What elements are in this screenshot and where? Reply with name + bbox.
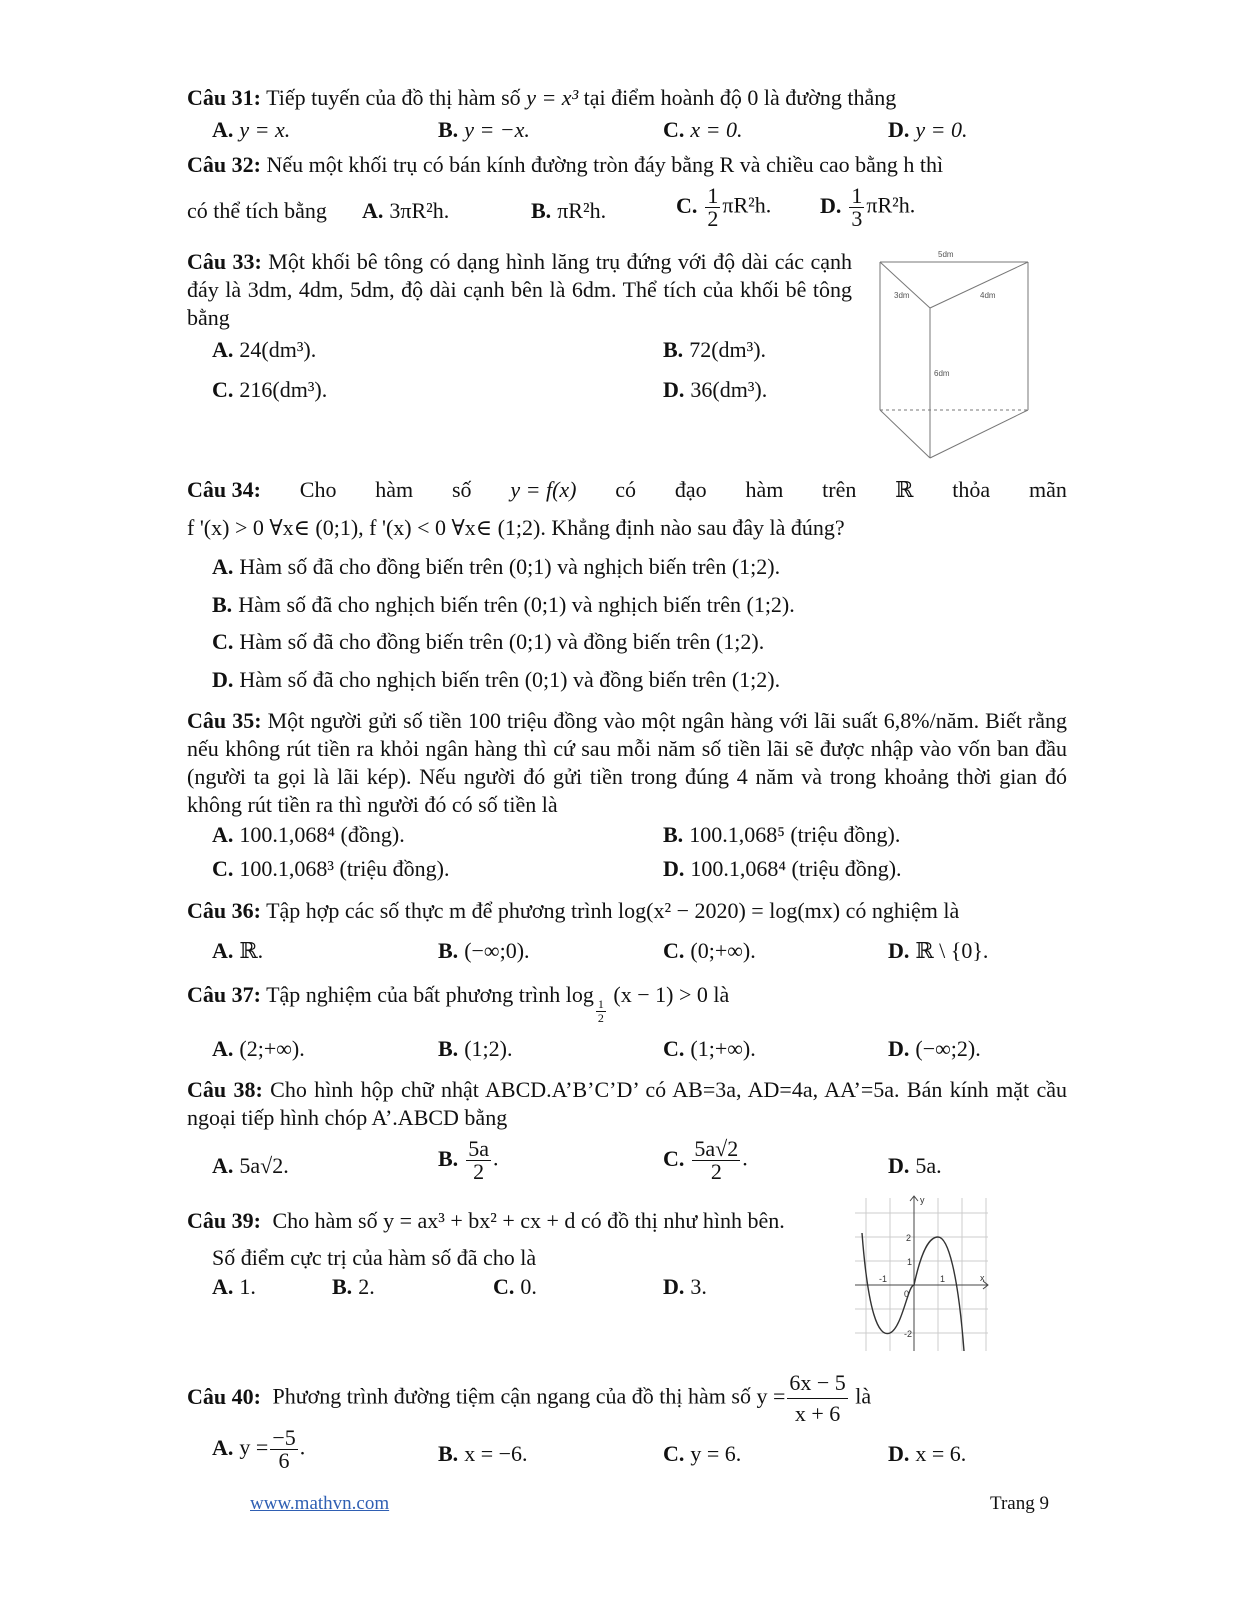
footer-link[interactable]: www.mathvn.com: [250, 1493, 390, 1514]
q32-label: Câu 32:: [187, 152, 261, 177]
option-a: A. y = x.: [212, 117, 291, 142]
option-c: C. $\frac{1}{2}$ πR²h.: [676, 183, 772, 231]
q39-line1: Cho hàm số y = ax³ + bx² + cx + d có đồ thị như hình bên.: [272, 1208, 785, 1233]
option-a: A. 24(dm³).: [212, 337, 317, 362]
q36-label: Câu 36:: [187, 898, 261, 923]
svg-text:-2: -2: [904, 1329, 913, 1339]
svg-text:-1: -1: [879, 1274, 888, 1284]
q39-line2: Số điểm cực trị của hàm số đã cho là: [212, 1245, 537, 1270]
option-b: B. (−∞;0).: [438, 938, 530, 963]
question-35: [187, 707, 1067, 819]
svg-text:x: x: [980, 1273, 985, 1283]
q37-label: Câu 37:: [187, 982, 261, 1007]
question-38: [187, 1076, 1067, 1132]
q40-options: [0, 1427, 1237, 1483]
option-d: D. 100.1,068⁴ (triệu đồng).: [663, 856, 902, 881]
q37-options: [0, 1035, 1237, 1075]
question-32: [187, 151, 1067, 179]
option-a: A. ℝ.: [212, 938, 264, 963]
option-a: A. 1.: [212, 1274, 256, 1299]
q32-line2: có thể tích bằng: [187, 198, 327, 223]
option-c: C. x = 0.: [663, 117, 743, 142]
option-d: D. Hàm số đã cho nghịch biến trên (0;1) và đồng biến trên (1;2).: [212, 667, 781, 692]
option-a: A. 100.1,068⁴ (đồng).: [212, 822, 405, 847]
option-c: C. 0.: [493, 1274, 537, 1299]
option-a: A. 3πR²h.: [362, 198, 450, 223]
q36-options: [0, 937, 1237, 977]
q32-options: [0, 185, 1237, 241]
svg-text:0: 0: [904, 1289, 910, 1299]
q38-text: Cho hình hộp chữ nhật ABCD.A’B’C’D’ có AB=3a, AD=4a, AA’=5a. Bán kính mặt cầu ngoại tiếp hình chóp A’.ABCD bằng: [187, 1077, 1068, 1130]
edge-label-6dm: 6dm: [934, 369, 950, 378]
option-d: D. (−∞;2).: [888, 1036, 981, 1061]
question-31: [187, 84, 1067, 112]
svg-text:y: y: [920, 1195, 925, 1205]
q31-formula: y = x³: [526, 85, 579, 110]
question-39: [187, 1207, 785, 1235]
option-b: B. x = −6.: [438, 1441, 528, 1466]
option-c: C. $\frac{5a√2}{2}$ .: [663, 1136, 748, 1184]
q35-text: Một người gửi số tiền 100 triệu đồng vào một ngân hàng với lãi suất 6,8%/năm. Biết rằng nếu không rút tiền ra khỏi ngân hàng thì cứ sau mỗi năm số tiền lãi sẽ được nhập vào vốn ban đầu (người ta gọi là lãi kép). Nếu người đó gửi tiền trong đúng 4 năm và trong khoảng thời gian đó không rút tiền ra thì người đó có số tiền là: [187, 708, 1068, 817]
option-d: D. 5a.: [888, 1153, 942, 1178]
option-b: B. (1;2).: [438, 1036, 513, 1061]
option-b: B. y = −x.: [438, 117, 530, 142]
question-40: Câu 40: Phương trình đường tiệm cận ngang của đồ thị hàm số y = $\frac{6x - 5}{x + 6}$ là: [187, 1370, 872, 1426]
q34-line2: f '(x) > 0 ∀x∈ (0;1), f '(x) < 0 ∀x∈ (1;2). Khẳng định nào sau đây là đúng?: [187, 515, 845, 540]
edge-label-5dm: 5dm: [938, 250, 954, 259]
svg-text:1: 1: [907, 1257, 913, 1267]
option-d: D. 3.: [663, 1274, 707, 1299]
option-b: B. Hàm số đã cho nghịch biến trên (0;1) và nghịch biến trên (1;2).: [212, 592, 795, 617]
option-d: D. $\frac{1}{3}$ πR²h.: [820, 183, 916, 231]
question-33: [187, 248, 852, 332]
option-a: A. (2;+∞).: [212, 1036, 305, 1061]
q31-options: [0, 116, 1237, 156]
q39-label: Câu 39:: [187, 1208, 261, 1233]
option-b: B. πR²h.: [531, 198, 607, 223]
option-c: C. (0;+∞).: [663, 938, 756, 963]
option-a: A. y = $\frac{-5}{6}$ .: [212, 1425, 306, 1473]
q40-label: Câu 40:: [187, 1383, 261, 1409]
option-b: B. 100.1,068⁵ (triệu đồng).: [663, 822, 901, 847]
option-c: C. Hàm số đã cho đồng biến trên (0;1) và đồng biến trên (1;2).: [212, 629, 765, 654]
q38-label: Câu 38:: [187, 1077, 263, 1102]
page-number: Trang 9: [990, 1493, 1049, 1514]
svg-text:2: 2: [906, 1233, 912, 1243]
prism-figure: [870, 246, 1040, 466]
option-d: D. x = 6.: [888, 1441, 967, 1466]
q33-label: Câu 33:: [187, 249, 262, 274]
cubic-graph: [850, 1193, 990, 1353]
option-a: A. Hàm số đã cho đồng biến trên (0;1) và nghịch biến trên (1;2).: [212, 554, 781, 579]
question-37: Câu 37: Tập nghiệm của bất phương trình log $\frac{1}{2}$ (x − 1) > 0 là: [187, 982, 730, 1025]
q34-label: Câu 34:: [187, 477, 261, 502]
svg-text:1: 1: [940, 1274, 946, 1284]
option-c: C. (1;+∞).: [663, 1036, 756, 1061]
option-c: C. y = 6.: [663, 1441, 742, 1466]
edge-label-4dm: 4dm: [980, 291, 996, 300]
option-d: D. ℝ \ {0}.: [888, 938, 989, 963]
option-b: B. $\frac{5a}{2}$ .: [438, 1136, 499, 1184]
option-b: B. 72(dm³).: [663, 337, 767, 362]
option-d: D. 36(dm³).: [663, 377, 768, 402]
q38-options: [0, 1138, 1237, 1196]
q33-text: Một khối bê tông có dạng hình lăng trụ đứng với độ dài các cạnh đáy là 3dm, 4dm, 5dm, độ dài cạnh bên là 6dm. Thể tích của khối bê tông bằng: [187, 249, 852, 330]
option-c: C. 100.1,068³ (triệu đồng).: [212, 856, 450, 881]
q31-label: Câu 31:: [187, 85, 261, 110]
question-34: Câu 34: Cho hàm số y = f(x) có đạo hàm trên ℝ thỏa mãn: [187, 477, 1067, 502]
q31-text: Tiếp tuyến của đồ thị hàm số: [266, 85, 521, 110]
question-36: [187, 897, 1067, 925]
q36-text: Tập hợp các số thực m để phương trình log(x² − 2020) = log(mx) có nghiệm là: [266, 898, 960, 923]
q35-label: Câu 35:: [187, 708, 262, 733]
q32-line1: Nếu một khối trụ có bán kính đường tròn đáy bằng R và chiều cao bằng h thì: [266, 152, 944, 177]
q31-text-after: tại điểm hoành độ 0 là đường thẳng: [583, 85, 897, 110]
edge-label-3dm: 3dm: [894, 291, 910, 300]
option-b: B. 2.: [332, 1274, 375, 1299]
option-c: C. 216(dm³).: [212, 377, 328, 402]
option-a: A. 5a√2.: [212, 1153, 289, 1178]
option-d: D. y = 0.: [888, 117, 968, 142]
